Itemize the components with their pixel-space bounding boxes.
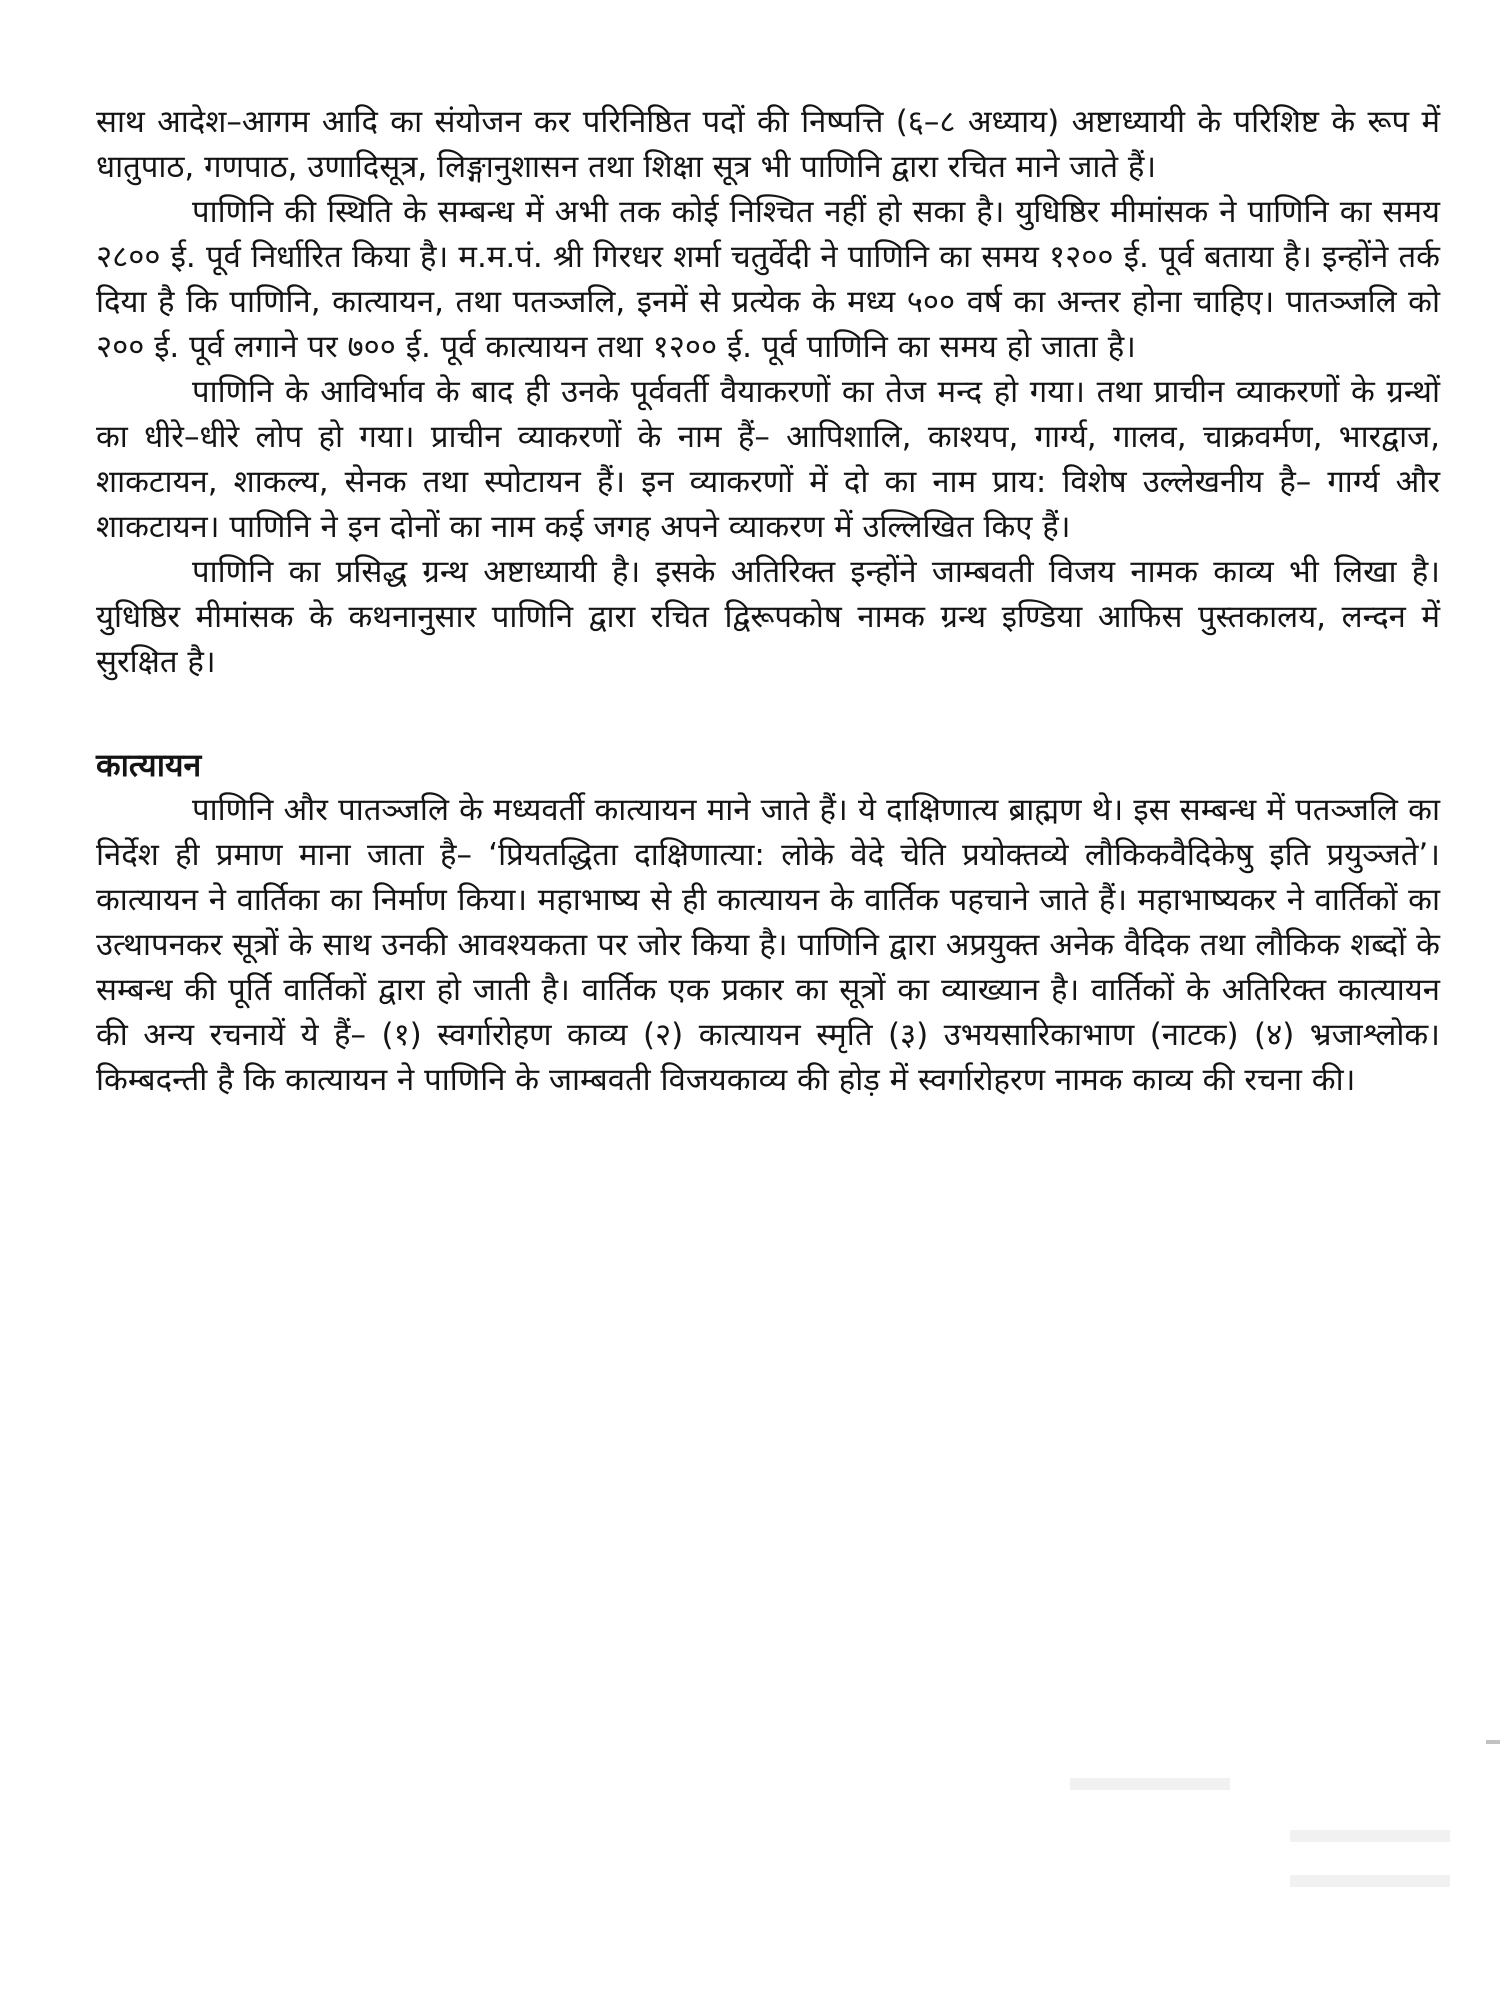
paragraph-3: पाणिनि के आविर्भाव के बाद ही उनके पूर्ववर्ती वैयाकरणों का तेज मन्द हो गया। तथा प्राचीन व्याकरणों के ग्रन्थों का धीरे–धीरे लोप हो गया। प्राचीन व्याकरणों के नाम हैं– आपिशालि, काश्यप, गार्ग्य, गालव, चाक्रवर्मण, भारद्वाज, शाकटायन, शाकल्य, सेनक तथा स्पोटायन हैं। इन व्याकरणों में दो का नाम प्राय: विशेष उल्लेखनीय है– गार्ग्य और शाकटायन। पाणिनि ने इन दोनों का नाम कई जगह अपने व्याकरण में उल्लिखित किए हैं। <box>96 374 1440 545</box>
scan-edge-mark <box>1486 1740 1500 1744</box>
bleed-through-mark <box>1070 1778 1230 1790</box>
bleed-through-mark <box>1290 1875 1450 1887</box>
section-heading: कात्यायन <box>96 746 202 784</box>
bleed-through-mark <box>1290 1830 1450 1842</box>
section-paragraph: पाणिनि और पातञ्जलि के मध्यवर्ती कात्यायन माने जाते हैं। ये दाक्षिणात्य ब्राह्मण थे। इस सम्बन्ध में पतञ्जलि का निर्देश ही प्रमाण माना जाता है– ‘प्रियतद्धिता दाक्षिणात्या: लोके वेदे चेति प्रयोक्तव्ये लौकिकवैदिकेषु इति प्रयुञ्जते’। कात्यायन ने वार्तिका का निर्माण किया। महाभाष्य से ही कात्यायन के वार्तिक पहचाने जाते हैं। महाभाष्यकर ने वार्तिकों का उत्थापनकर सूत्रों के साथ उनकी आवश्यकता पर जोर किया है। पाणिनि द्वारा अप्रयुक्त अनेक वैदिक तथा लौकिक शब्दों के सम्बन्ध की पूर्ति वार्तिकों द्वारा हो जाती है। वार्तिक एक प्रकार का सूत्रों का व्याख्यान है। वार्तिकों के अतिरिक्त कात्यायन की अन्य रचनायें ये हैं– (१) स्वर्गारोहण काव्य (२) कात्यायन स्मृति (३) उभयसारिकाभाण (नाटक) (४) भ्रजाश्लोक। किम्बदन्ती है कि कात्यायन ने पाणिनि के जाम्बवती विजयकाव्य की होड़ में स्वर्गारोहरण नामक काव्य की रचना की। <box>96 792 1440 1098</box>
paragraph-4: पाणिनि का प्रसिद्ध ग्रन्थ अष्टाध्यायी है। इसके अतिरिक्त इन्होंने जाम्बवती विजय नामक काव्य भी लिखा है। युधिष्ठिर मीमांसक के कथनानुसार पाणिनि द्वारा रचित द्विरूपकोष नामक ग्रन्थ इण्डिया आफिस पुस्तकालय, लन्दन में सुरक्षित है। <box>96 554 1440 680</box>
paragraph-2: पाणिनि की स्थिति के सम्बन्ध में अभी तक कोई निश्चित नहीं हो सका है। युधिष्ठिर मीमांसक ने पाणिनि का समय २८०० ई. पूर्व निर्धारित किया है। म.म.पं. श्री गिरधर शर्मा चतुर्वेदी ने पाणिनि का समय १२०० ई. पूर्व बताया है। इन्होंने तर्क दिया है कि पाणिनि, कात्यायन, तथा पतञ्जलि, इनमें से प्रत्येक के मध्य ५०० वर्ष का अन्तर होना चाहिए। पातञ्जलि को २०० ई. पूर्व लगाने पर ७०० ई. पूर्व कात्यायन तथा १२०० ई. पूर्व पाणिनि का समय हो जाता है। <box>96 194 1440 365</box>
paragraph-1: साथ आदेश–आगम आदि का संयोजन कर परिनिष्ठित पदों की निष्पत्ति (६–८ अध्याय) अष्टाध्यायी के परिशिष्ट के रूप में धातुपाठ, गणपाठ, उणादिसूत्र, लिङ्गानुशासन तथा शिक्षा सूत्र भी पाणिनि द्वारा रचित माने जाते हैं। <box>96 104 1440 185</box>
